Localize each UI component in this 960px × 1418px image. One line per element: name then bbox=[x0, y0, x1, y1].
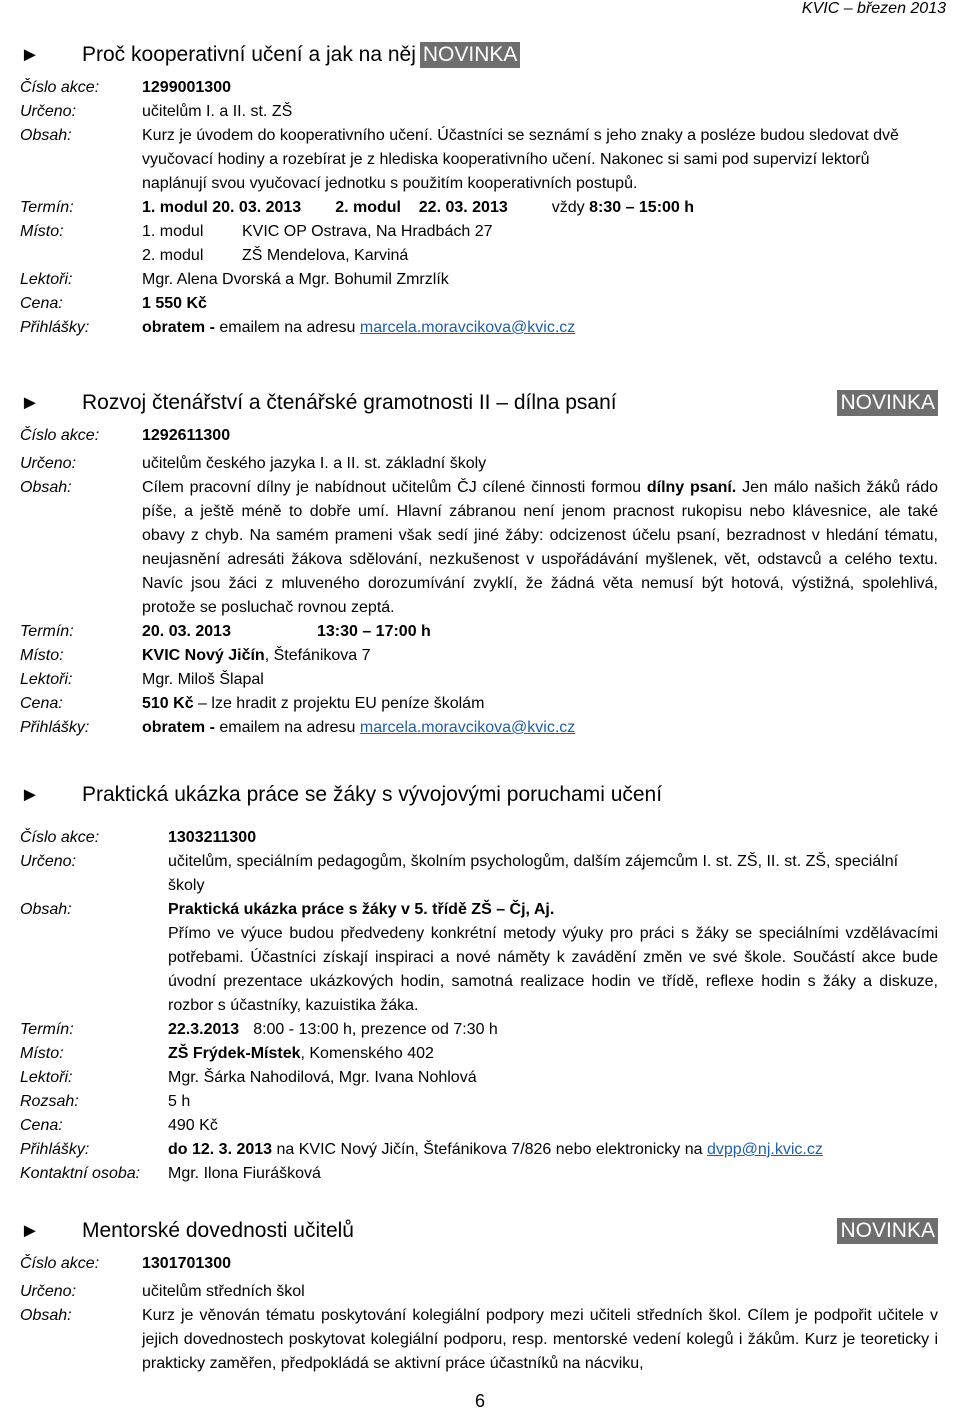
course-3 bbox=[20, 778, 938, 1186]
course-title: Praktická ukázka práce se žáky s vývojovými poruchami učení bbox=[82, 783, 663, 806]
lecturers: Mgr. Alena Dvorská a Mgr. Bohumil Zmrzlík bbox=[142, 271, 449, 288]
label-misto: Místo: bbox=[20, 647, 64, 664]
label-cena: Cena: bbox=[20, 1117, 63, 1134]
label-rozsah: Rozsah: bbox=[20, 1093, 79, 1110]
label-urceno: Určeno: bbox=[20, 455, 77, 472]
content: Kurz je úvodem do kooperativního učení. Účastníci se seznámí s jeho znaky a posléze budou sledovat dvě vyučovací hodiny a rozebírat je z hlediska kooperativního učení. Nakonec si sami pod supervizí lektorů naplánují svou vyučovací jednotku s použitím kooperativních postupů. bbox=[142, 127, 899, 192]
price: 490 Kč bbox=[168, 1117, 218, 1134]
label-termin: Termín: bbox=[20, 623, 74, 640]
term-time: 13:30 – 17:00 h bbox=[316, 623, 431, 640]
term-date: 22.3.2013 bbox=[168, 1021, 240, 1038]
new-badge: NOVINKA bbox=[420, 42, 521, 68]
label-obsah: Obsah: bbox=[20, 1307, 72, 1324]
registration-bold: do 12. 3. 2013 bbox=[168, 1141, 273, 1158]
label-misto: Místo: bbox=[20, 1045, 64, 1062]
label-lektori: Lektoři: bbox=[20, 1069, 73, 1086]
course-number: 1301701300 bbox=[142, 1255, 231, 1272]
course-4 bbox=[20, 1214, 938, 1376]
label-cislo: Číslo akce: bbox=[20, 1255, 100, 1272]
price-note: – lze hradit z projektu EU peníze školám bbox=[198, 695, 485, 712]
registration-text: emailem na adresu bbox=[219, 719, 356, 736]
term-rest: 8:00 - 13:00 h, prezence od 7:30 h bbox=[253, 1021, 498, 1038]
label-prihlasky: Přihlášky: bbox=[20, 319, 90, 336]
audience: učitelům českého jazyka I. a II. st. základní školy bbox=[142, 455, 487, 472]
label-urceno: Určeno: bbox=[20, 853, 77, 870]
audience: učitelům I. a II. st. ZŠ bbox=[142, 103, 293, 120]
lecturers: Mgr. Miloš Šlapal bbox=[142, 671, 264, 688]
label-lektori: Lektoři: bbox=[20, 671, 73, 688]
running-header: KVIC – březen 2013 bbox=[801, 0, 946, 17]
label-urceno: Určeno: bbox=[20, 103, 77, 120]
label-cena: Cena: bbox=[20, 695, 63, 712]
registration-text: na KVIC Nový Jičín, Štefánikova 7/826 nebo elektronicky na bbox=[276, 1141, 703, 1158]
course-title-row bbox=[20, 38, 938, 72]
email-link[interactable]: marcela.moravcikova@kvic.cz bbox=[359, 719, 576, 736]
content-b: dílny psaní. bbox=[646, 479, 737, 496]
lecturers: Mgr. Šárka Nahodilová, Mgr. Ivana Nohlová bbox=[168, 1069, 477, 1086]
content: Přímo ve výuce budou předvedeny konkrétní metody výuky pro práci s žáky se speciálními vzdělávacími potřebami. Účastníci získají inspiraci a nové náměty k zavádění změn ve své škole. Součástí akce bude úvodní prezentace ukázkových hodin, samotná realizace hodin ve třídě, reflexe hodin s žáky a diskuze, rozbor s účastníky, kazuistika žáka. bbox=[168, 925, 938, 1014]
course-title-row bbox=[20, 1214, 938, 1248]
course-title: Mentorské dovednosti učitelů bbox=[82, 1219, 354, 1242]
email-link[interactable]: dvpp@nj.kvic.cz bbox=[706, 1141, 823, 1158]
term-prefix: vždy bbox=[551, 199, 585, 216]
label-cislo: Číslo akce: bbox=[20, 829, 100, 846]
label-obsah: Obsah: bbox=[20, 127, 72, 144]
label-obsah: Obsah: bbox=[20, 901, 72, 918]
term-module-2: 2. modul 22. 03. 2013 bbox=[335, 199, 508, 216]
label-prihlasky: Přihlášky: bbox=[20, 719, 90, 736]
place-module-1: 1. modul bbox=[142, 223, 204, 240]
course-2 bbox=[20, 386, 938, 740]
course-title-row bbox=[20, 386, 938, 420]
duration: 5 h bbox=[168, 1093, 191, 1110]
arrow-icon: ► bbox=[20, 43, 40, 66]
registration-bold: obratem - bbox=[142, 319, 215, 336]
page-number: 6 bbox=[474, 1391, 485, 1411]
course-title: Proč kooperativní učení a jak na něj bbox=[82, 43, 416, 66]
new-badge: NOVINKA bbox=[837, 1218, 938, 1244]
course-title-row bbox=[20, 778, 938, 812]
registration-bold: obratem - bbox=[142, 719, 215, 736]
course-1 bbox=[20, 38, 938, 340]
place-2: ZŠ Mendelova, Karviná bbox=[242, 247, 409, 264]
content: Kurz je věnován tématu poskytování kolegiální podpory mezi učiteli středních škol. Cílem je podpořit učitele v jejich dovednostech poskytovat kolegiální podporu, resp. mentorské vedení kolegů i žákům. Kurz je teoreticky i prakticky zaměřen, předpokládá se aktivní práce účastníků na nácviku, bbox=[142, 1307, 938, 1372]
arrow-icon: ► bbox=[20, 1219, 40, 1242]
term-module-1: 1. modul 20. 03. 2013 bbox=[142, 199, 302, 216]
content-title: Praktická ukázka práce s žáky v 5. třídě ZŠ – Čj, Aj. bbox=[168, 901, 555, 918]
place-rest: , Komenského 402 bbox=[300, 1045, 434, 1062]
place-1: KVIC OP Ostrava, Na Hradbách 27 bbox=[242, 223, 493, 240]
course-number: 1299001300 bbox=[142, 79, 231, 96]
price: 510 Kč bbox=[142, 695, 194, 712]
course-number: 1303211300 bbox=[168, 829, 257, 846]
label-urceno: Určeno: bbox=[20, 1283, 77, 1300]
registration-text: emailem na adresu bbox=[219, 319, 356, 336]
new-badge: NOVINKA bbox=[837, 390, 938, 416]
label-obsah: Obsah: bbox=[20, 479, 72, 496]
audience: učitelům středních škol bbox=[142, 1283, 305, 1300]
label-lektori: Lektoři: bbox=[20, 271, 73, 288]
content-a: Cílem pracovní dílny je nabídnout učitelům ČJ cílené činnosti formou bbox=[142, 479, 641, 496]
label-cena: Cena: bbox=[20, 295, 63, 312]
place-bold: ZŠ Frýdek-Místek bbox=[168, 1045, 301, 1062]
audience: učitelům, speciálním pedagogům, školním psychologům, dalším zájemcům I. st. ZŠ, II. st. ZŠ, speciální školy bbox=[168, 853, 899, 894]
label-prihlasky: Přihlášky: bbox=[20, 1141, 90, 1158]
term-time: 8:30 – 15:00 h bbox=[589, 199, 695, 216]
course-title: Rozvoj čtenářství a čtenářské gramotnosti II – dílna psaní bbox=[82, 391, 617, 414]
course-number: 1292611300 bbox=[142, 427, 231, 444]
label-kontakt: Kontaktní osoba: bbox=[20, 1165, 141, 1182]
content-c: Jen málo našich žáků rádo píše, a ještě méně to dobře umí. Hlavní zábranou není jenom pracnost rukopisu nebo klávesnice, ale také obavy z chyb. Na samém prameni však sedí jiné žáby: odcizenost účelu psaní, bezradnost v hledání tématu, neujasnění adresáti žákova sdělování, nezkušenost v uspořádávání myšlenek, vět, odstavců a celého textu. Navíc jsou žáci z mluveného dorozumívání zvyklí, že žádná věta nemusí být hotová, výstižná, spolehlivá, protože se posluchač rovnou zeptá. bbox=[142, 479, 939, 616]
label-termin: Termín: bbox=[20, 1021, 74, 1038]
price: 1 550 Kč bbox=[142, 295, 207, 312]
place-module-2: 2. modul bbox=[142, 247, 204, 264]
label-termin: Termín: bbox=[20, 199, 74, 216]
place-bold: KVIC Nový Jičín bbox=[142, 647, 265, 664]
label-cislo: Číslo akce: bbox=[20, 427, 100, 444]
label-cislo: Číslo akce: bbox=[20, 79, 100, 96]
arrow-icon: ► bbox=[20, 783, 40, 806]
label-misto: Místo: bbox=[20, 223, 64, 240]
email-link[interactable]: marcela.moravcikova@kvic.cz bbox=[359, 319, 576, 336]
contact-person: Mgr. Ilona Fiurášková bbox=[168, 1165, 321, 1182]
place-rest: , Štefánikova 7 bbox=[264, 647, 371, 664]
term-date: 20. 03. 2013 bbox=[142, 623, 231, 640]
arrow-icon: ► bbox=[20, 391, 40, 414]
